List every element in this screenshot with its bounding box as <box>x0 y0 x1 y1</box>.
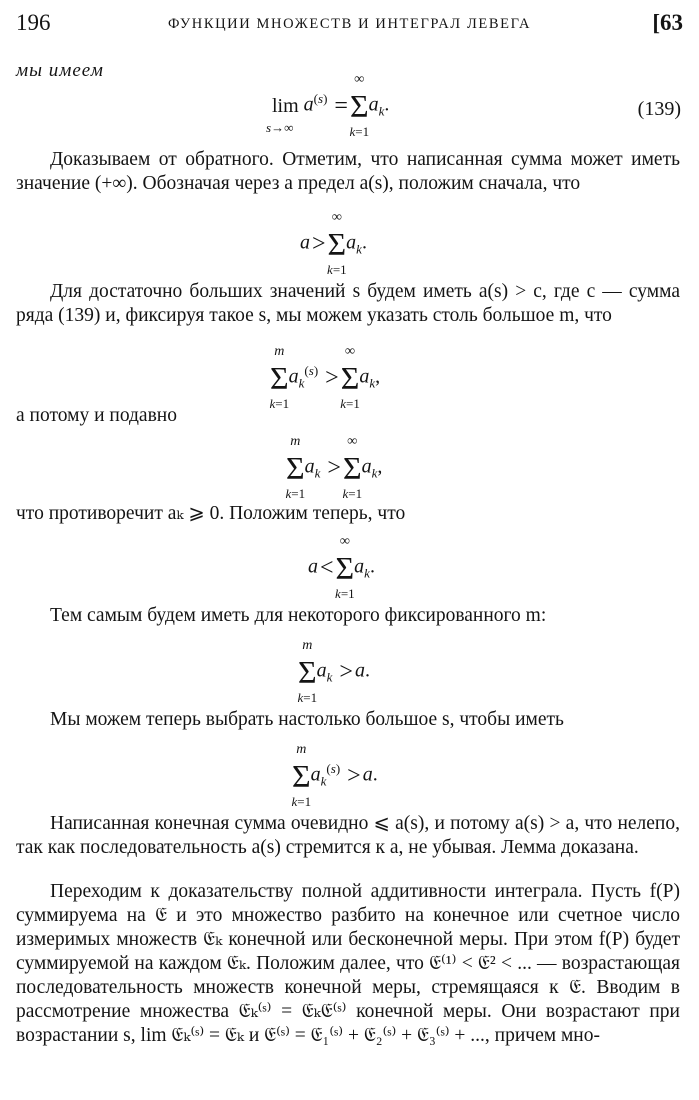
formula-139: lim s→∞ $a^{(s)}$ = ∞ Σ k=1 $a_k$. <box>266 72 390 139</box>
section-number: [63 <box>652 10 683 35</box>
paragraph-3: а потому и подавно <box>16 405 177 426</box>
formula-a-greater-sum: a> ∞ Σ k=1 $a_k$. <box>300 210 367 277</box>
equation-number: (139) <box>637 98 681 120</box>
formula-partial-sum: m Σ k=1 $a_k$ > ∞ Σ k=1 $a_k$, <box>285 434 383 501</box>
page-number: 196 <box>16 10 51 35</box>
paragraph-5: Тем самым будем иметь для некоторого фиксированного m: <box>50 605 547 626</box>
lead-text: мы имеем <box>16 60 104 81</box>
running-header <box>16 10 683 40</box>
paragraph-2: Для достаточно больших значений s будем иметь a(s) > c, где c — сумма ряда (139) и, фиксируя такое s, мы можем указать столь большое m, что <box>16 281 680 326</box>
paragraph-8: Переходим к доказательству полной аддитивности интеграла. Пусть f(P) суммируема на 𝔈 и это множество разбито на конечное или счетное число измеримых множеств 𝔈ₖ конечной или бесконечной меры. При этом f(P) будет суммируемой на каждом 𝔈ₖ. Положим далее, что 𝔈⁽¹⁾ < 𝔈² < ... — возрастающая последовательность множеств конечной меры, стремящаяся к 𝔈. Вводим в рассмотрение множества 𝔈ₖ⁽ˢ⁾ = 𝔈ₖ𝔈⁽ˢ⁾ конечной меры. Они возрастают при возрастании s, lim 𝔈ₖ⁽ˢ⁾ = 𝔈ₖ и 𝔈⁽ˢ⁾ = 𝔈₁⁽ˢ⁾ + 𝔈₂⁽ˢ⁾ + 𝔈₃⁽ˢ⁾ + ..., причем мно- <box>16 881 680 1046</box>
formula-sum-s-greater-a: m Σ k=1 $a_k^{(s)} > a$. <box>291 742 378 809</box>
formula-sum-greater-a: m Σ k=1 $a_k > a$. <box>297 638 370 705</box>
formula-partial-sum-s: m Σ k=1 $a_k^{(s)}$ > ∞ Σ k=1 $a_k$, <box>269 344 381 411</box>
paragraph-1: Доказываем от обратного. Отметим, что написанная сумма может иметь значение (+∞). Обозначая через a предел a(s), положим сначала, что <box>16 149 680 194</box>
paragraph-4: что противоречит aₖ ⩾ 0. Положим теперь, что <box>16 503 406 524</box>
paragraph-7: Написанная конечная сумма очевидно ⩽ a(s), и потому a(s) > a, что нелепо, так как последовательность a(s) стремится к a, не убывая. Лемма доказана. <box>16 813 680 858</box>
paragraph-6: Мы можем теперь выбрать настолько большое s, чтобы иметь <box>50 709 564 730</box>
formula-a-less-sum: a< ∞ Σ k=1 $a_k$. <box>308 534 375 601</box>
running-title: ФУНКЦИИ МНОЖЕСТВ И ИНТЕГРАЛ ЛЕВЕГА <box>167 16 532 32</box>
